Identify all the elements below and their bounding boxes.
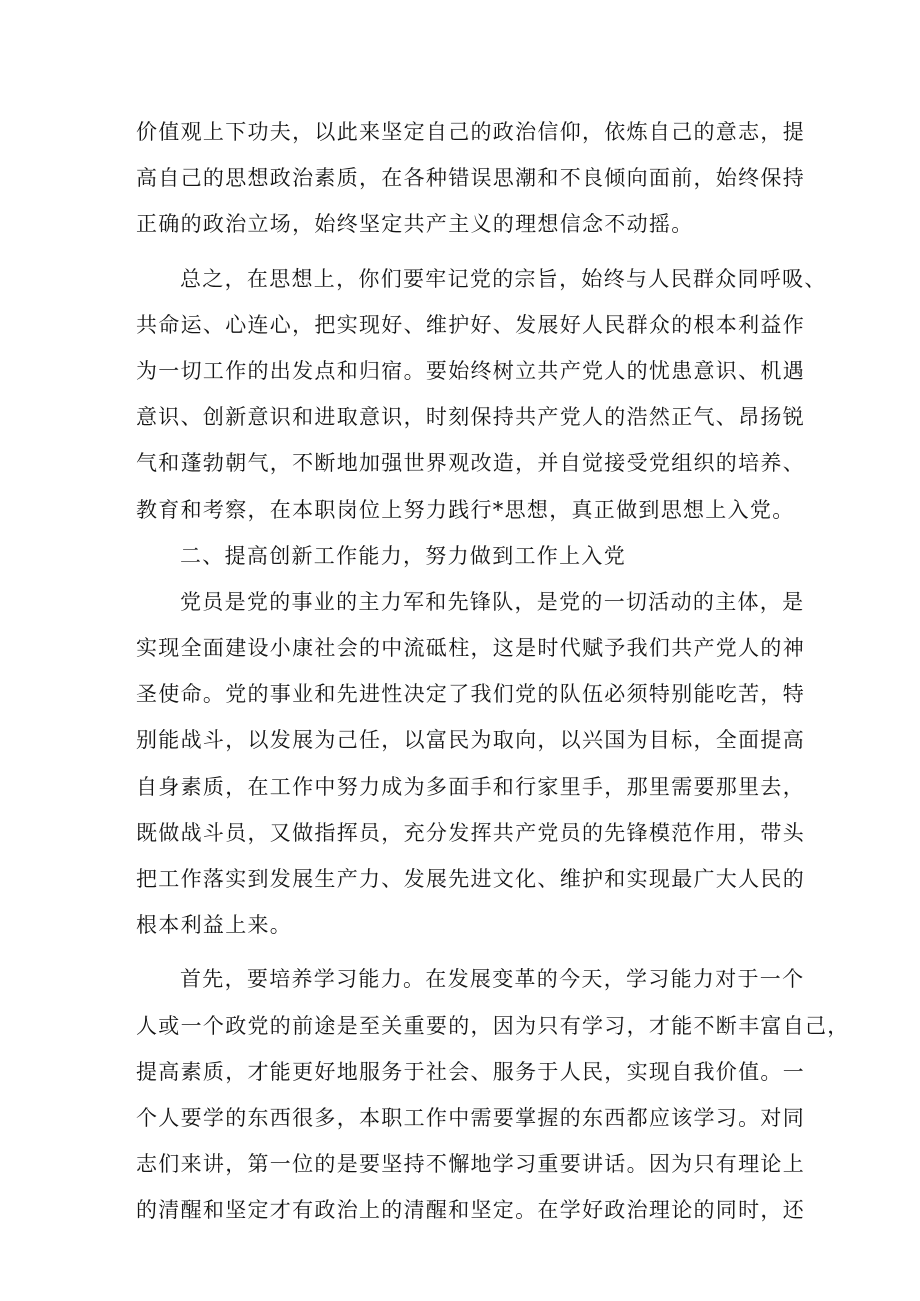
text-line: 正确的政治立场，始终坚定共产主义的理想信念不动摇。 <box>136 212 694 237</box>
text-line: 别能战斗，以发展为己任，以富民为取向，以兴国为目标，全面提高 <box>136 728 805 753</box>
text-line: 党员是党的事业的主力军和先锋队，是党的一切活动的主体，是 <box>180 589 805 614</box>
text-line: 提高素质，才能更好地服务于社会、服务于人民，实现自我价值。一 <box>136 1059 805 1084</box>
text-line: 志们来讲，第一位的是要坚持不懈地学习重要讲话。因为只有理论上 <box>136 1152 805 1177</box>
text-line: 把工作落实到发展生产力、发展先进文化、维护和实现最广大人民的 <box>136 867 805 891</box>
text-line: 为一切工作的出发点和归宿。要始终树立共产党人的忧患意识、机遇 <box>136 358 805 383</box>
paragraph <box>136 256 827 533</box>
section-heading <box>136 533 796 579</box>
text-line: 气和蓬勃朝气，不断地加强世界观改造，并自觉接受党组织的培养、 <box>136 451 805 476</box>
text-line: 个人要学的东西很多，本职工作中需要掌握的东西都应该学习。对同 <box>136 1105 805 1130</box>
text-line: 总之，在思想上，你们要牢记党的宗旨，始终与人民群众同呼吸、 <box>180 266 827 291</box>
paragraph <box>136 109 805 248</box>
text-line: 自身素质，在工作中努力成为多面手和行家里手，那里需要那里去， <box>136 774 805 799</box>
text-line: 实现全面建设小康社会的中流砥柱，这是时代赋予我们共产党人的神 <box>136 636 805 661</box>
paragraph <box>136 579 805 949</box>
document-body <box>136 109 850 1234</box>
text-line: 价值观上下功夫，以此来坚定自己的政治信仰，依炼自己的意志，提 <box>136 120 805 144</box>
paragraph <box>136 956 850 1233</box>
text-line: 教育和考察，在本职岗位上努力践行*思想，真正做到思想上入党。 <box>136 497 795 522</box>
text-line: 意识、创新意识和进取意识，时刻保持共产党人的浩然正气、昂扬锐 <box>136 405 805 430</box>
text-line: 共命运、心连心，把实现好、维护好、发展好人民群众的根本利益作 <box>136 312 805 337</box>
heading-text: 二、提高创新工作能力，努力做到工作上入党 <box>180 543 626 568</box>
text-line: 人或一个政党的前途是至关重要的，因为只有学习，才能不断丰富自己， <box>136 1013 850 1038</box>
text-line: 既做战斗员，又做指挥员，充分发挥共产党员的先锋模范作用，带头 <box>136 820 805 845</box>
text-line: 首先，要培养学习能力。在发展变革的今天，学习能力对于一个 <box>180 967 805 992</box>
text-line: 的清醒和坚定才有政治上的清醒和坚定。在学好政治理论的同时，还 <box>136 1198 805 1223</box>
text-line: 圣使命。党的事业和先进性决定了我们党的队伍必须特别能吃苦，特 <box>136 682 805 707</box>
text-line: 高自己的思想政治素质，在各种错误思潮和不良倾向面前，始终保持 <box>136 166 805 191</box>
text-line: 根本利益上来。 <box>136 913 293 938</box>
